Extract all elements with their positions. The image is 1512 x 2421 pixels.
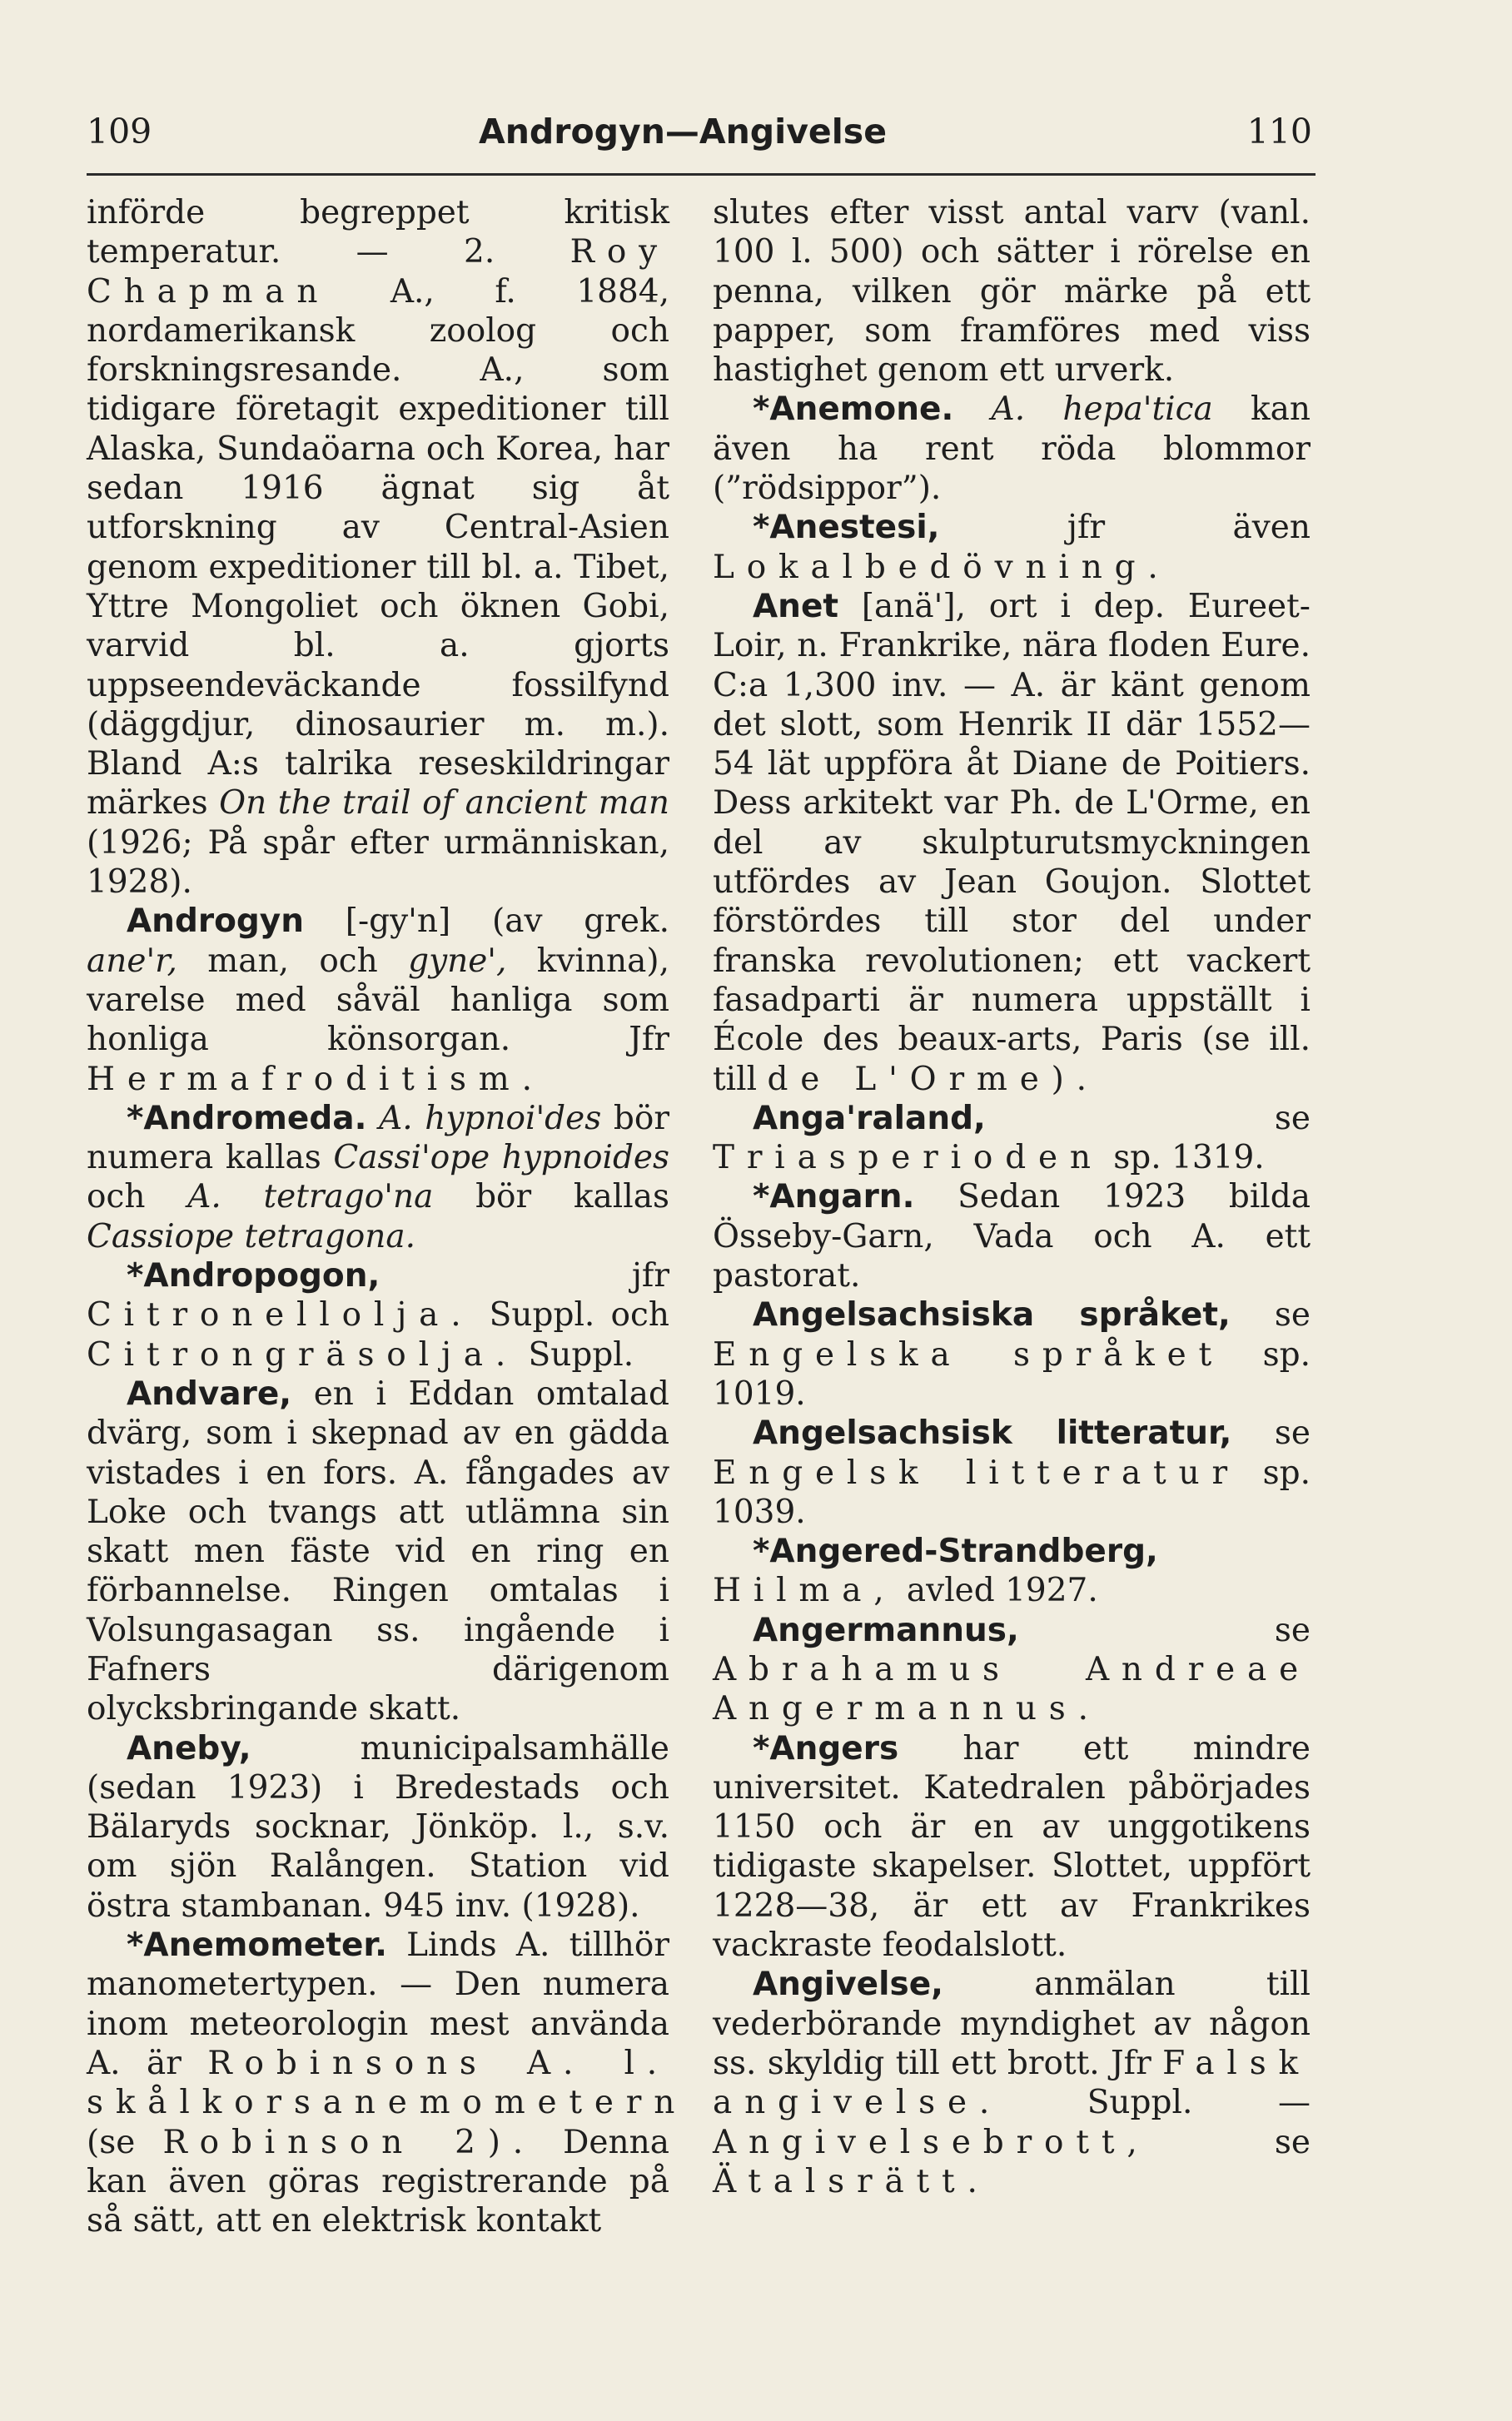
- entry-angelsachsisk-litteratur: Angelsachsisk litteratur, se Engelsk litteratur sp. 1039.: [713, 1414, 1311, 1531]
- entry-angers: *Angers har ett mindre universitet. Katedralen påbörjades 1150 och är en av unggotikens tidigaste skapelser. Slottet, uppfört 1228—38, är ett av Frankrikes vackraste feodalslott.: [713, 1729, 1311, 1965]
- entry-aneby: Aneby, municipalsamhälle (sedan 1923) i Bredestads och Bälaryds socknar, Jönköp. l., s.v. om sjön Ralången. Station vid östra stambanan. 945 inv. (1928).: [87, 1729, 669, 1925]
- entry-continuation: införde begreppet kritisk temperatur. — 2. Roy Chapman A., f. 1884, nordamerikansk zoolog och forskningsresande. A., som tidigare företagit expeditioner till Alaska, Sundaöarna och Korea, har sedan 1916 ägnat sig åt utforskning av Central-Asien genom expeditioner till bl. a. Tibet, Yttre Mongoliet och öknen Gobi, varvid bl. a. gjorts uppseendeväckande fossilfynd (däggdjur, dinosaurier m. m.). Bland A:s talrika reseskildringar märkes On the trail of ancient man (1926; På spår efter urmänniskan, 1928).: [87, 194, 669, 902]
- header-rule: [87, 173, 1316, 176]
- entry-andropogon: *Andropogon, jfr Citronellolja. Suppl. och Citrongräsolja. Suppl.: [87, 1257, 669, 1374]
- entry-androgyn: Androgyn [-gy'n] (av grek. ane'r, man, och gyne', kvinna), varelse med såväl hanliga som honliga könsorgan. Jfr Hermafroditism.: [87, 902, 670, 1098]
- entry-andromeda: *Andromeda. A. hypnoi'des bör numera kallas Cassi'ope hypnoides och A. tetrago'na bör kallas Cassiope tetragona.: [87, 1099, 669, 1255]
- entry-angaraland: Anga'raland, se Triasperioden sp. 1319.: [713, 1099, 1311, 1177]
- column-right: [713, 193, 1311, 2201]
- entry-anet: Anet [anä'], ort i dep. Eureet-Loir, n. Frankrike, nära floden Eure. C:a 1,300 inv. — A. är känt genom det slott, som Henrik II där 1552—54 lät uppföra åt Diane de Poitiers. Dess arkitekt var Ph. de L'Orme, en del av skulpturutsmyckningen utfördes av Jean Goujon. Slottet förstördes till stor del under franska revolutionen; ett vackert fasadparti är numera uppställt i École des beaux-arts, Paris (se ill. till de L'Orme).: [713, 587, 1311, 1098]
- entry-anemone: *Anemone. A. hepa'tica kan även ha rent röda blommor (”rödsippor”).: [713, 390, 1311, 508]
- page-number-left: 109: [87, 112, 152, 152]
- column-left: [87, 193, 688, 2240]
- entry-angered-strandberg: *Angered-Strandberg, Hilma, avled 1927.: [713, 1533, 1158, 1610]
- page-number-right: 110: [1246, 112, 1312, 152]
- entry-andvare: Andvare, en i Eddan omtalad dvärg, som i skepnad av en gädda vistades i en fors. A. fångades av Loke och tvangs att utlämna sin skatt men fäste vid en ring en förbannelse. Ringen omtalas i Volsungasagan ss. ingående i Fafners därigenom olycksbringande skatt.: [87, 1375, 669, 1728]
- entry-anestesi: *Anestesi, jfr även Lokalbedövning.: [713, 509, 1311, 586]
- entry-angelsachsiska-spraket: Angelsachsiska språket, se Engelska språket sp. 1019.: [713, 1296, 1311, 1413]
- entry-continuation: slutes efter visst antal varv (vanl. 100 l. 500) och sätter i rörelse en penna, vilken gör märke på ett papper, som framföres med viss hastighet genom ett urverk.: [713, 194, 1311, 390]
- entry-angermannus: Angermannus, se Abrahamus Andreae Angermannus.: [713, 1611, 1311, 1728]
- entry-angarn: *Angarn. Sedan 1923 bilda Össeby-Garn, Vada och A. ett pastorat.: [713, 1178, 1311, 1295]
- entry-anemometer: *Anemometer. Linds A. tillhör manometertypen. — Den numera inom meteorologin mest använda A. är Robinsons A. l. skålkorsanemometern (se Robinson 2). Denna kan även göras registrerande på så sätt, att en elektrisk kontakt: [87, 1926, 688, 2240]
- entry-angivelse: Angivelse, anmälan till vederbörande myndighet av någon ss. skyldig till ett brott. Jfr Falsk angivelse. Suppl. — Angivelsebrott, se Ätalsrätt.: [713, 1966, 1311, 2200]
- running-head: Androgyn—Angivelse: [478, 112, 888, 152]
